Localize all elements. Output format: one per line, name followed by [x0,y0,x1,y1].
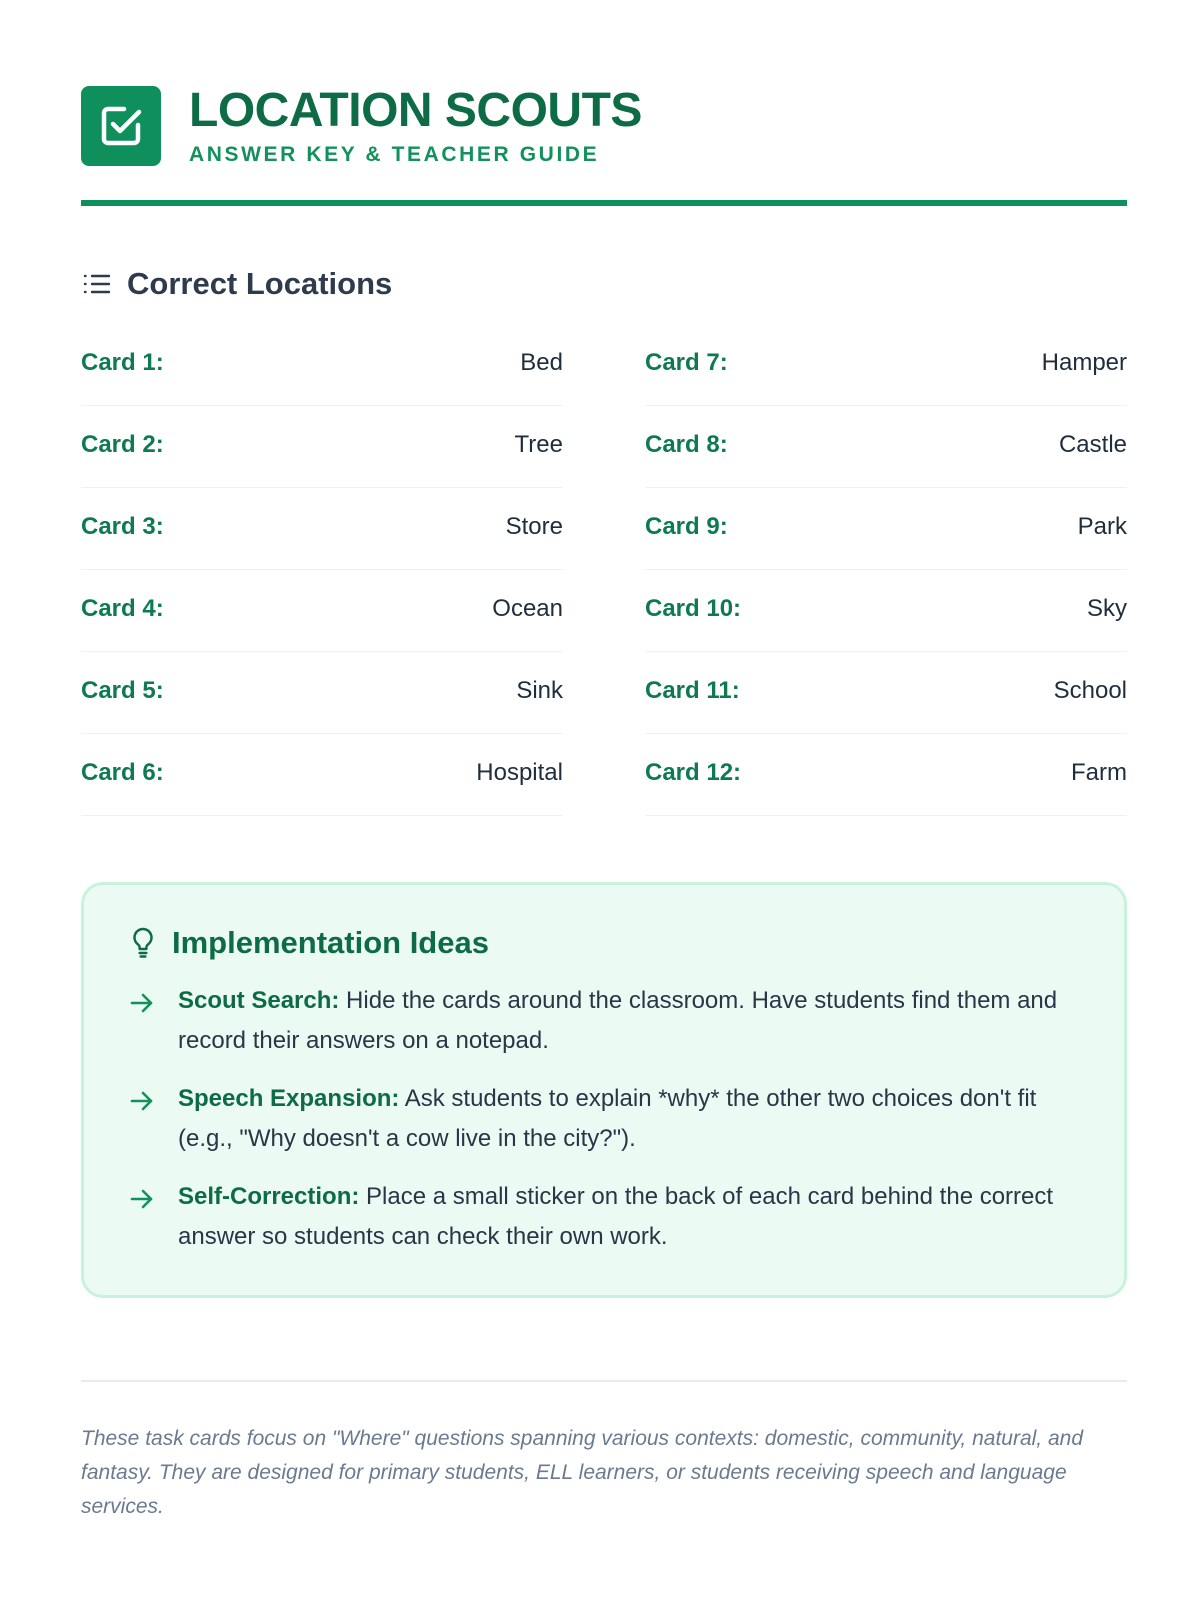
ideas-heading [128,925,1080,961]
footer-note: These task cards focus on "Where" questions spanning various contexts: domestic, community, natural, and fantasy. They are designed for primary students, ELL learners, or students receiving speech and language services. [81,1427,1084,1518]
answer-value: Sky [1086,594,1127,622]
answer-label: Card 7: [645,348,728,376]
answer-value: Sink [516,676,563,704]
ideas-title: Implementation Ideas [172,925,489,960]
answer-row [81,570,563,652]
header-divider [81,200,1127,206]
answer-row [81,324,563,406]
answer-label: Card 5: [81,676,164,704]
answer-row [645,488,1127,570]
footer-divider [81,1380,1127,1382]
answer-row [81,652,563,734]
answer-label: Card 6: [81,758,164,786]
answer-value: Hamper [1041,348,1127,376]
answer-row [645,570,1127,652]
answer-value: Castle [1058,430,1127,458]
idea-item [128,981,1080,1061]
answer-row [645,652,1127,734]
answer-value: Park [1077,512,1127,540]
idea-text [178,1177,1080,1257]
answer-row [645,734,1127,816]
arrow-right-icon [128,1185,156,1213]
answer-value: Store [505,512,563,540]
idea-body: Ask students to explain *why* the other two choices don't fit (e.g., "Why doesn't a cow live in the city?"). [178,1085,1037,1152]
idea-body: Hide the cards around the classroom. Have students find them and record their answers on a notepad. [178,987,1058,1054]
title-block [189,85,642,167]
answer-label: Card 2: [81,430,164,458]
page-subtitle: ANSWER KEY & TEACHER GUIDE [189,143,600,166]
page-title: LOCATION SCOUTS [189,84,642,137]
answer-label: Card 9: [645,512,728,540]
answer-value: Ocean [492,594,563,622]
list-icon [81,268,113,300]
arrow-right-icon [128,1087,156,1115]
correct-locations-heading [81,264,1127,304]
answers-grid [81,324,1127,816]
answer-value: Bed [520,348,563,376]
lightbulb-icon [128,926,158,960]
idea-lead: Scout Search: [178,987,340,1014]
idea-text [178,981,1080,1061]
implementation-ideas-box [81,882,1127,1298]
answer-label: Card 8: [645,430,728,458]
idea-item [128,1079,1080,1159]
answer-label: Card 1: [81,348,164,376]
idea-text [178,1079,1080,1159]
checkbox-check-icon [81,86,161,166]
answers-column-right [645,324,1127,816]
answer-value: Farm [1071,758,1127,786]
answer-label: Card 11: [645,676,740,704]
idea-lead: Self-Correction: [178,1183,360,1210]
answers-column-left [81,324,563,816]
answer-row [81,406,563,488]
answer-label: Card 3: [81,512,164,540]
answer-row [645,324,1127,406]
answer-value: School [1053,676,1127,704]
answer-label: Card 12: [645,758,742,786]
answer-row [645,406,1127,488]
answer-row [81,488,563,570]
idea-item [128,1177,1080,1257]
answer-value: Hospital [476,758,563,786]
answer-label: Card 10: [645,594,742,622]
answer-key-page [81,86,1127,1524]
page-header [81,86,1127,166]
section-title: Correct Locations [127,266,393,301]
answer-value: Tree [514,430,563,458]
idea-body: Place a small sticker on the back of each card behind the correct answer so students can check their own work. [178,1183,1054,1250]
arrow-right-icon [128,989,156,1017]
answer-label: Card 4: [81,594,164,622]
idea-lead: Speech Expansion: [178,1085,400,1112]
answer-row [81,734,563,816]
